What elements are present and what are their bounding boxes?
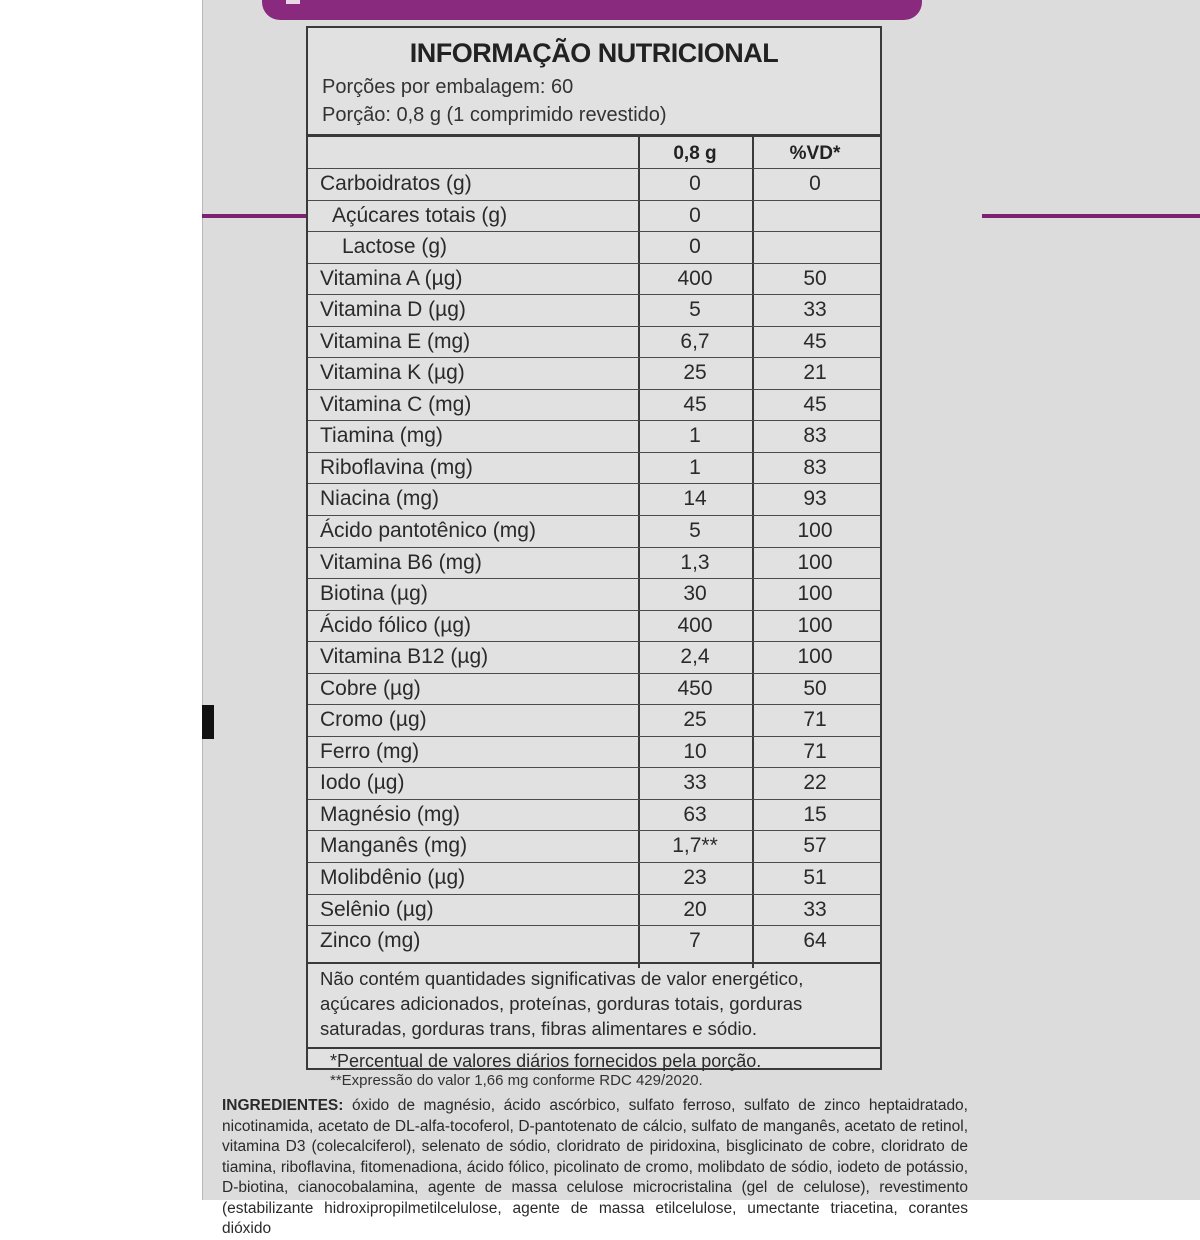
nutrient-amount: 1,7** xyxy=(672,834,718,858)
serving-size: Porção: 0,8 g (1 comprimido revestido) xyxy=(322,104,667,126)
table-row xyxy=(308,894,880,926)
nutrient-name: Vitamina E (mg) xyxy=(320,329,471,353)
nutrient-dv: 21 xyxy=(803,361,827,385)
nutrient-amount: 400 xyxy=(677,613,713,637)
nutrient-amount: 10 xyxy=(683,739,707,763)
table-row xyxy=(308,357,880,389)
nutrient-amount: 25 xyxy=(683,361,707,385)
purple-brand-band xyxy=(262,0,922,20)
footnotes xyxy=(308,962,880,1074)
table-row xyxy=(308,326,880,358)
nutrient-name: Iodo (µg) xyxy=(320,771,405,795)
nutrient-amount: 63 xyxy=(683,802,707,826)
nutrient-amount: 1,3 xyxy=(680,550,710,574)
nutrient-dv: 45 xyxy=(803,329,827,353)
nutrient-amount: 0 xyxy=(689,203,701,227)
note-dv: *Percentual de valores diários fornecidos pela porção. xyxy=(330,1051,762,1071)
table-row xyxy=(308,547,880,579)
label-title: INFORMAÇÃO NUTRICIONAL xyxy=(409,38,779,68)
nutrient-name: Lactose (g) xyxy=(342,235,448,259)
nutrient-name: Vitamina B6 (mg) xyxy=(320,550,482,574)
nutrient-name: Ácido fólico (µg) xyxy=(320,613,471,637)
nutrient-dv: 71 xyxy=(803,739,827,763)
nutrient-dv: 93 xyxy=(803,487,827,511)
black-notch xyxy=(202,705,214,739)
nutrient-name: Niacina (mg) xyxy=(320,487,440,511)
nutrient-amount: 2,4 xyxy=(680,645,710,669)
nutrient-dv: 100 xyxy=(797,582,833,606)
nutrient-name: Cromo (µg) xyxy=(320,708,427,732)
nutrient-dv: 57 xyxy=(803,834,827,858)
column-header-dv: %VD* xyxy=(789,143,841,164)
nutrient-dv: 71 xyxy=(803,708,827,732)
nutrient-name: Açúcares totais (g) xyxy=(332,203,508,227)
nutrient-amount: 1 xyxy=(689,424,701,448)
nutrient-dv: 50 xyxy=(803,676,827,700)
nutrient-amount: 30 xyxy=(683,582,707,606)
table-row xyxy=(308,673,880,705)
table-row xyxy=(308,231,880,263)
nutrient-dv: 100 xyxy=(797,645,833,669)
nutrient-amount: 20 xyxy=(683,897,707,921)
nutrient-dv: 45 xyxy=(803,392,827,416)
table-row xyxy=(308,610,880,642)
nutrient-amount: 7 xyxy=(689,929,701,953)
nutrient-name: Biotina (µg) xyxy=(320,582,428,606)
nutrient-dv: 22 xyxy=(803,771,827,795)
nutrient-name: Vitamina B12 (µg) xyxy=(320,645,489,669)
nutrient-amount: 0 xyxy=(689,172,701,195)
purple-stripe-left xyxy=(202,214,308,218)
table-row xyxy=(308,830,880,862)
nutrient-amount: 23 xyxy=(683,866,707,890)
nutrient-name: Manganês (mg) xyxy=(320,834,468,858)
nutrient-amount: 25 xyxy=(683,708,707,732)
servings-per-package: Porções por embalagem: 60 xyxy=(322,76,574,98)
nutrient-amount: 400 xyxy=(677,266,713,290)
nutrient-amount: 14 xyxy=(683,487,707,511)
nutrient-dv: 83 xyxy=(803,424,827,448)
table-row xyxy=(308,483,880,515)
table-row xyxy=(308,263,880,295)
nutrient-dv: 50 xyxy=(803,266,827,290)
table-row xyxy=(308,294,880,326)
purple-stripe-right xyxy=(982,214,1200,218)
table-row xyxy=(308,862,880,894)
note-dv-wrap xyxy=(308,1047,880,1074)
nutrient-amount: 5 xyxy=(689,298,701,322)
nutrient-rows xyxy=(308,168,880,957)
nutrient-name: Cobre (µg) xyxy=(320,676,421,700)
ingredients xyxy=(222,1096,968,1240)
nutrient-dv: 51 xyxy=(803,866,827,890)
nutrient-name: Tiamina (mg) xyxy=(320,424,443,448)
table-row xyxy=(308,641,880,673)
nutrient-name: Vitamina C (mg) xyxy=(320,392,472,416)
note-manganese: **Expressão do valor 1,66 mg conforme RDC 429/2020. xyxy=(330,1072,703,1089)
table-row xyxy=(308,168,880,200)
nutrient-dv: 33 xyxy=(803,897,827,921)
nutrient-name: Vitamina A (µg) xyxy=(320,266,463,290)
nutrient-dv: 83 xyxy=(803,455,827,479)
nutrient-amount: 33 xyxy=(683,771,707,795)
table-row xyxy=(308,515,880,547)
table-row xyxy=(308,799,880,831)
table-row xyxy=(308,767,880,799)
nutrient-amount: 45 xyxy=(683,392,707,416)
nutrient-dv: 33 xyxy=(803,298,827,322)
nutrient-name: Selênio (µg) xyxy=(320,897,434,921)
nutrient-amount: 6,7 xyxy=(680,329,710,353)
nutrient-amount: 0 xyxy=(689,235,701,259)
nutrient-name: Riboflavina (mg) xyxy=(320,455,473,479)
nutrient-amount: 450 xyxy=(677,676,713,700)
nutrient-amount: 1 xyxy=(689,455,701,479)
nutrient-name: Ferro (mg) xyxy=(320,739,420,763)
table-row xyxy=(308,420,880,452)
nutrition-label xyxy=(306,26,882,1070)
table-row xyxy=(308,578,880,610)
ingredients-text: óxido de magnésio, ácido ascórbico, sulfato ferroso, sulfato de zinco heptaidratado, nicotinamida, acetato de DL-alfa-tocoferol, D-pantotenato de cálcio, sulfato de manganês, acetato de retinol, vitamina D3 (colecalciferol), selenato de sódio, cloridrato de piridoxina, bisglicinato de cobre, cloridrato de tiamina, riboflavina, fitomenadiona, ácido fólico, picolinato de cromo, molibdato de sódio, iodeto de potássio, D-biotina, cianocobalamina, agente de massa celulose microcristalina (gel de celulose), revestimento (estabilizante hidroxipropilmetilcelulose, agente de massa etilcelulose, umectante triacetina, corantes dióxido xyxy=(222,1097,968,1237)
nutrient-name: Magnésio (mg) xyxy=(320,802,461,826)
nutrient-name: Zinco (mg) xyxy=(320,929,421,953)
table-row xyxy=(308,200,880,232)
nutrient-dv: 100 xyxy=(797,550,833,574)
nutrient-name: Vitamina D (µg) xyxy=(320,298,466,322)
table-row xyxy=(308,452,880,484)
nutrient-name: Ácido pantotênico (mg) xyxy=(320,519,536,543)
background-edge xyxy=(0,0,202,1200)
nutrient-dv: 100 xyxy=(797,519,833,543)
column-header-amount: 0,8 g xyxy=(673,143,717,164)
nutrient-amount: 5 xyxy=(689,519,701,543)
table-row xyxy=(308,736,880,768)
nutrient-dv: 100 xyxy=(797,613,833,637)
ingredients-heading: INGREDIENTES: xyxy=(222,1097,344,1114)
nutrient-name: Carboidratos (g) xyxy=(320,172,472,195)
nutrient-dv: 15 xyxy=(803,802,827,826)
nutrient-name: Vitamina K (µg) xyxy=(320,361,465,385)
table-row xyxy=(308,925,880,957)
nutrient-dv: 0 xyxy=(809,172,821,195)
table-row xyxy=(308,704,880,736)
note-not-significant: Não contém quantidades significativas de valor energético, açúcares adicionados, proteínas, gorduras totais, gorduras saturadas, gorduras trans, fibras alimentares e sódio. xyxy=(320,968,804,1039)
band-mark xyxy=(286,0,300,4)
thick-rule xyxy=(308,134,880,137)
nutrient-name: Molibdênio (µg) xyxy=(320,866,466,890)
nutrient-dv: 64 xyxy=(803,929,827,953)
table-row xyxy=(308,389,880,421)
